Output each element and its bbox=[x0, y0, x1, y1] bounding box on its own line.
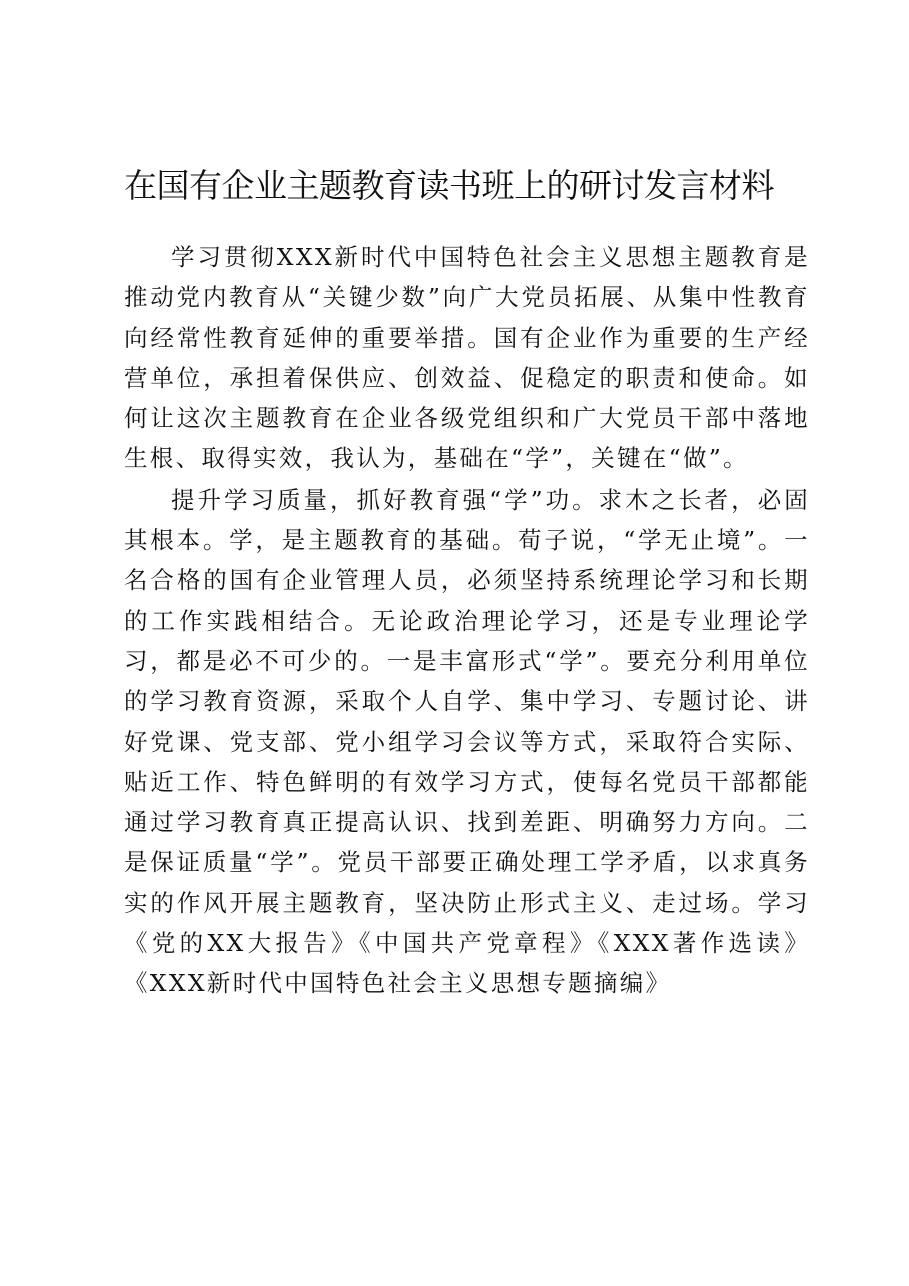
document-body bbox=[124, 237, 810, 1004]
paragraph-2: 提升学习质量，抓好教育强“学”功。求木之长者，必固其根本。学，是主题教育的基础。荀子说，“学无止境”。一名合格的国有企业管理人员，必须坚持系统理论学习和长期的工作实践相结合。无论政治理论学习，还是专业理论学习，都是必不可少的。一是丰富形式“学”。要充分利用单位的学习教育资源，采取个人自学、集中学习、专题讨论、讲好党课、党支部、党小组学习会议等方式，采取符合实际、贴近工作、特色鲜明的有效学习方式，使每名党员干部都能通过学习教育真正提高认识、找到差距、明确努力方向。二是保证质量“学”。党员干部要正确处理工学矛盾，以求真务实的作风开展主题教育，坚决防止形式主义、走过场。学习《党的XX大报告》《中国共产党章程》《XXX著作选读》《XXX新时代中国特色社会主义思想专题摘编》 bbox=[124, 485, 810, 998]
document-title: 在国有企业主题教育读书班上的研讨发言材料 bbox=[124, 166, 774, 205]
paragraph-1: 学习贯彻XXX新时代中国特色社会主义思想主题教育是推动党内教育从“关键少数”向广大党员拓展、从集中性教育向经常性教育延伸的重要举措。国有企业作为重要的生产经营单位，承担着保供应、创效益、促稳定的职责和使命。如何让这次主题教育在企业各级党组织和广大党员干部中落地生根、取得实效，我认为，基础在“学”，关键在“做”。 bbox=[124, 243, 810, 473]
